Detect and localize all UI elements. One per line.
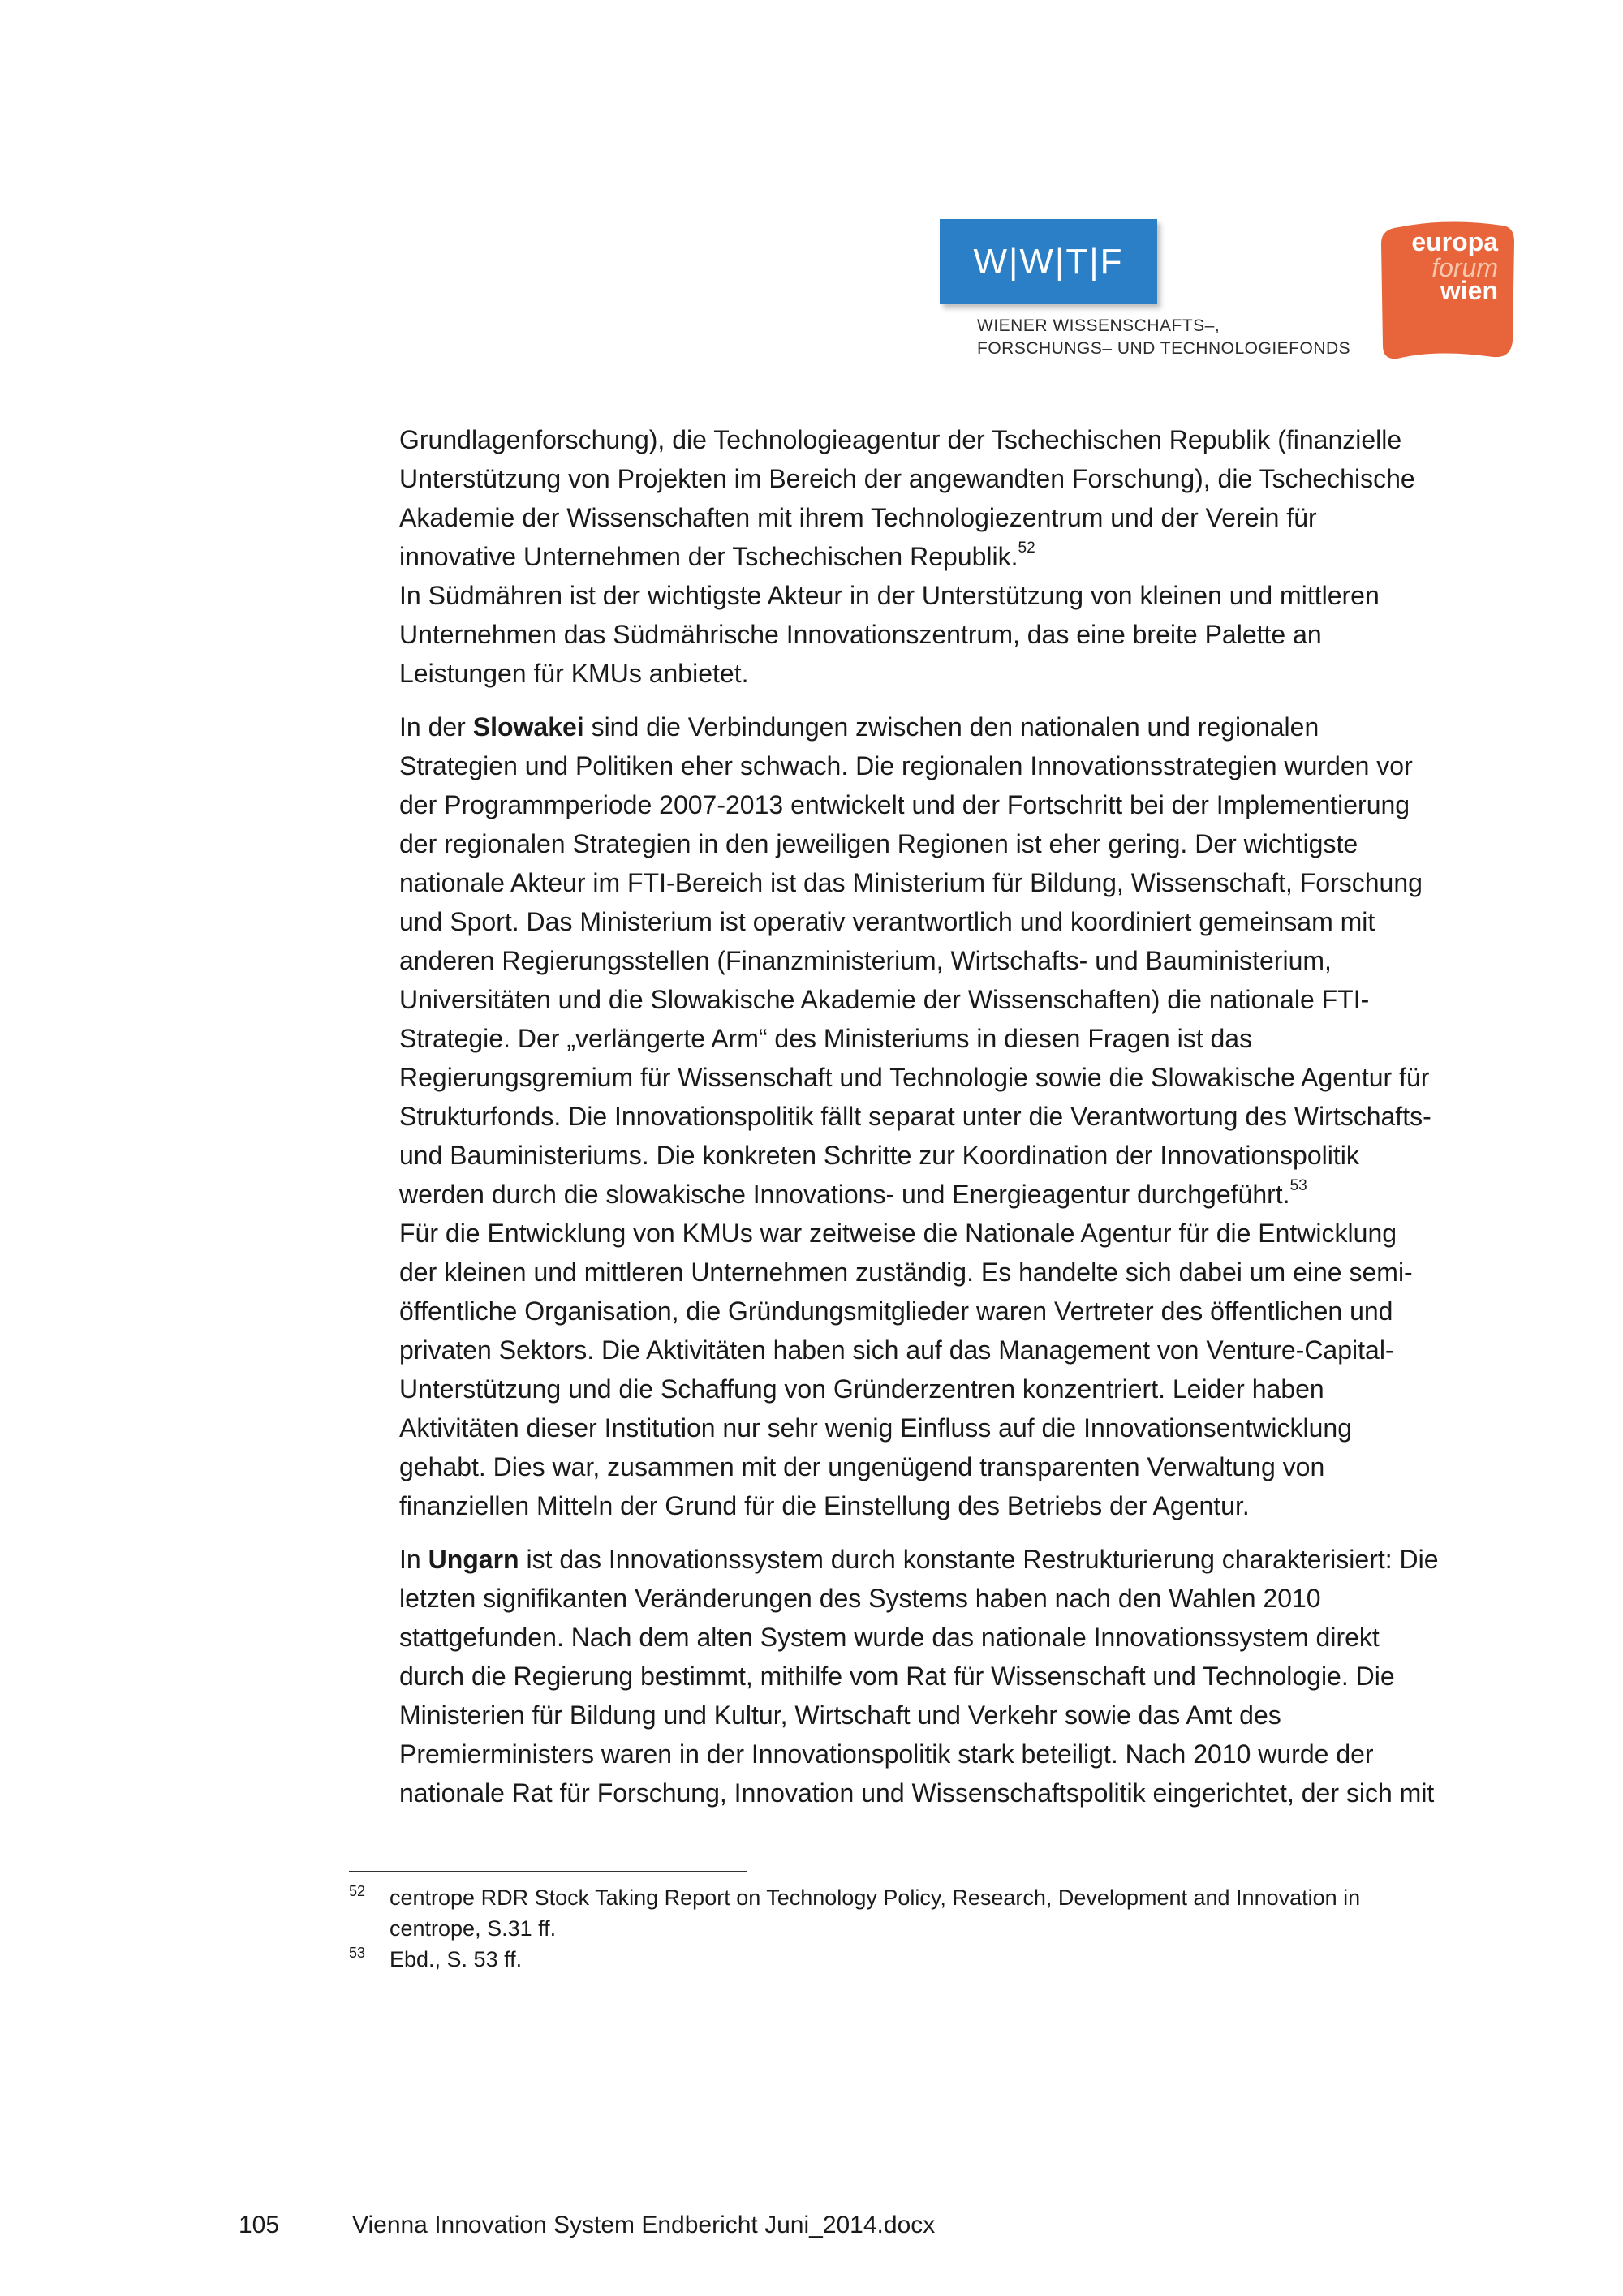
footnote-separator: [349, 1871, 747, 1872]
footnotes: [349, 1882, 1550, 1975]
wwtf-logo: [940, 219, 1362, 365]
page-number: 105: [239, 2212, 280, 2238]
europa-forum-wien-logo: [1380, 219, 1516, 360]
wwtf-subtitle-line-1: WIENER WISSENSCHAFTS–,: [977, 316, 1220, 335]
paragraph-czech-actors: Grundlagenforschung), die Technologieagentur der Tschechischen Republik (finanzielle Unterstützung von Projekten im Bereich der angewandten Forschung), die Tschechische Akademie der Wissenschaften mit ihrem Technologiezentrum und der Verein für innovative Unternehmen der Tschechischen Republik.$^{52}$: [399, 425, 1415, 571]
wwtf-logo-box: W|W|T|F: [940, 219, 1157, 304]
paragraph-suedmaehren: In Südmähren ist der wichtigste Akteur in der Unterstützung von kleinen und mittleren Unternehmen das Südmährische Innovationszentrum, das eine breite Palette an Leistungen für KMUs anbietet.: [399, 581, 1380, 688]
footnote-53: 53 Ebd., S. 53 ff.: [349, 1945, 523, 1971]
footnote-ref-52[interactable]: 52: [1018, 540, 1035, 557]
paragraph-kmu-agentur: Für die Entwicklung von KMUs war zeitweise die Nationale Agentur für die Entwicklung der kleinen und mittleren Unternehmen zuständig. Es handelte sich dabei um eine semi- öffentliche Organisation, die Gründungsmitglieder waren Vertreter des öffentlichen und privaten Sektors. Die Aktivitäten haben sich auf das Management von Venture-Capital- Unterstützung und die Schaffung von Gründerzentren konzentriert. Leider haben Aktivitäten dieser Institution nur sehr wenig Einfluss auf die Innovationsentwicklung gehabt. Dies war, zusammen mit der ungenügend transparenten Verwaltung von finanziellen Mitteln der Grund für die Einstellung des Betriebs der Agentur.: [399, 1219, 1413, 1520]
efw-logo-word-wien: wien: [1440, 276, 1498, 305]
footer-document-name: Vienna Innovation System Endbericht Juni_2014.docx: [352, 2212, 936, 2238]
footnote-ref-53[interactable]: 53: [1289, 1177, 1307, 1194]
footnote-52: 52 centrope RDR Stock Taking Report on Technology Policy, Research, Development and Innovation in centrope, S.31 ff.: [349, 1883, 1361, 1941]
country-slowakei: Slowakei: [472, 712, 584, 742]
body-text: [399, 420, 1552, 1812]
efw-logo-word-forum: forum: [1431, 253, 1498, 282]
wwtf-subtitle-line-2: FORSCHUNGS– UND TECHNOLOGIEFONDS: [977, 339, 1351, 358]
country-ungarn: Ungarn: [428, 1545, 519, 1574]
footnote-number: 53: [349, 1945, 366, 1961]
efw-logo-word-europa: europa: [1411, 227, 1498, 256]
footnote-number: 52: [349, 1883, 366, 1899]
paragraph-ungarn: In Ungarn ist das Innovationssystem durch konstante Restrukturierung charakterisiert: Die letzten signifikanten Veränderungen des Systems haben nach den Wahlen 2010 stattgefunden. Nach dem alten System wurde das nationale Innovationssystem direkt durch die Regierung bestimmt, mithilfe vom Rat für Wissenschaft und Technologie. Die Ministerien für Bildung und Kultur, Wirtschaft und Verkehr sowie das Amt des Premierministers waren in der Innovationspolitik stark beteiligt. Nach 2010 wurde der nationale Rat für Forschung, Innovation und Wissenschaftspolitik eingerichtet, der sich mit: [399, 1545, 1439, 1808]
paragraph-slowakei: In der Slowakei sind die Verbindungen zwischen den nationalen und regionalen Strategien und Politiken eher schwach. Die regionalen Innovationsstrategien wurden vor der Programmperiode 2007-2013 entwickelt und der Fortschritt bei der Implementierung der regionalen Strategien in den jeweiligen Regionen ist eher gering. Der wichtigste nationale Akteur im FTI-Bereich ist das Ministerium für Bildung, Wissenschaft, Forschung und Sport. Das Ministerium ist operativ verantwortlich und koordiniert gemeinsam mit anderen Regierungsstellen (Finanzministerium, Wirtschafts- und Bauministerium, Universitäten und die Slowakische Akademie der Wissenschaften) die nationale FTI- Strategie. Der „verlängerte Arm“ des Ministeriums in diesen Fragen ist das Regierungsgremium für Wissenschaft und Technologie sowie die Slowakische Agentur für Strukturfonds. Die Innovationspolitik fällt separat unter die Verantwortung des Wirtschafts- und Bauministeriums. Die konkreten Schritte zur Koordination der Innovationspolitik werden durch die slowakische Innovations- und Energieagentur durchgeführt.$^{53}$: [399, 712, 1431, 1209]
